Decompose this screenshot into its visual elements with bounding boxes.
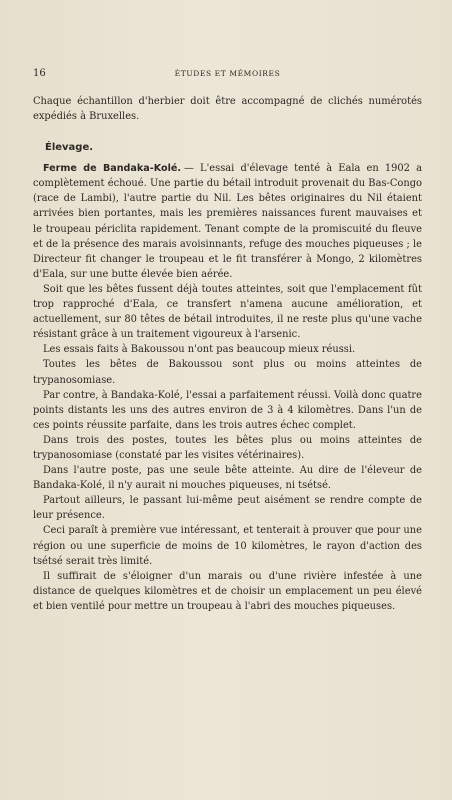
body-paragraph-9: Il suffirait de s'éloigner d'un marais ou d'une rivière infestée à une distance de quelques kilomètres et de choisir un emplacement un peu élevé et bien ventilé pour mettre un troupeau à l'abri des mouches piqueuses. bbox=[33, 570, 422, 612]
running-title: ÉTUDES ET MÉMOIRES bbox=[174, 69, 281, 78]
body-paragraph-8: Ceci paraît à première vue intéressant, et tenterait à prouver que pour une région ou une superficie de moins de 10 kilomètres, le rayon d'action des tsétsé serait très limité. bbox=[33, 525, 422, 567]
body-paragraph-6: Dans l'autre poste, pas une seule bête atteinte. Au dire de l'éleveur de Bandaka-Kolé, il n'y aurait ni mouches piqueuses, ni tsétsé. bbox=[33, 465, 422, 492]
farm-name: Ferme de Bandaka-Kolé. bbox=[43, 163, 182, 175]
running-head bbox=[33, 68, 422, 82]
intro-paragraph: Chaque échantillon d'herbier doit être accompagné de clichés numérotés expédiés à Bruxelles. bbox=[33, 96, 422, 123]
section-title: Élevage. bbox=[45, 142, 94, 154]
body-paragraph-3: Toutes les bêtes de Bakoussou sont plus ou moins atteintes de trypanosomiase. bbox=[33, 359, 422, 386]
body-paragraph-1: Soit que les bêtes fussent déjà toutes atteintes, soit que l'emplacement fût trop rapproché d'Eala, ce transfert n'amena aucune amélioration, et actuellement, sur 80 têtes de bétail introduites, il ne reste plus qu'une vache résistant grâce à un traitement vigoureux à l'arsenic. bbox=[33, 283, 422, 341]
farm-paragraph bbox=[33, 161, 422, 282]
body-paragraph-5: Dans trois des postes, toutes les bêtes plus ou moins atteintes de trypanosomiase (constaté par les visites vétérinaires). bbox=[33, 434, 422, 461]
body-paragraph-2: Les essais faits à Bakoussou n'ont pas beaucoup mieux réussi. bbox=[43, 344, 356, 356]
farm-text: — L'essai d'élevage tenté à Eala en 1902 a complètement échoué. Une partie du bétail introduit provenait du Bas-Congo (race de Lambi), l'autre partie du Nil. Les bêtes originaires du Nil étaient arrivées bien portantes, mais les premières naissances furent mauvaises et le troupeau périclita rapidement. Tenant compte de la promiscuité du fleuve et de la présence des marais avoisinnants, refuge des mouches piqueuses ; le Directeur fit changer le troupeau et le fit transférer à Mongo, 2 kilomètres d'Eala, sur une butte élevée bien aérée. bbox=[33, 163, 422, 280]
page-number: 16 bbox=[33, 68, 46, 79]
body-paragraph-4: Par contre, à Bandaka-Kolé, l'essai a parfaitement réussi. Voilà donc quatre points distants les uns des autres environ de 3 à 4 kilomètres. Dans l'un de ces points réussite parfaite, dans les trois autres échec complet. bbox=[33, 389, 422, 431]
body-paragraph-7: Partout ailleurs, le passant lui-même peut aisément se rendre compte de leur présence. bbox=[33, 495, 422, 522]
